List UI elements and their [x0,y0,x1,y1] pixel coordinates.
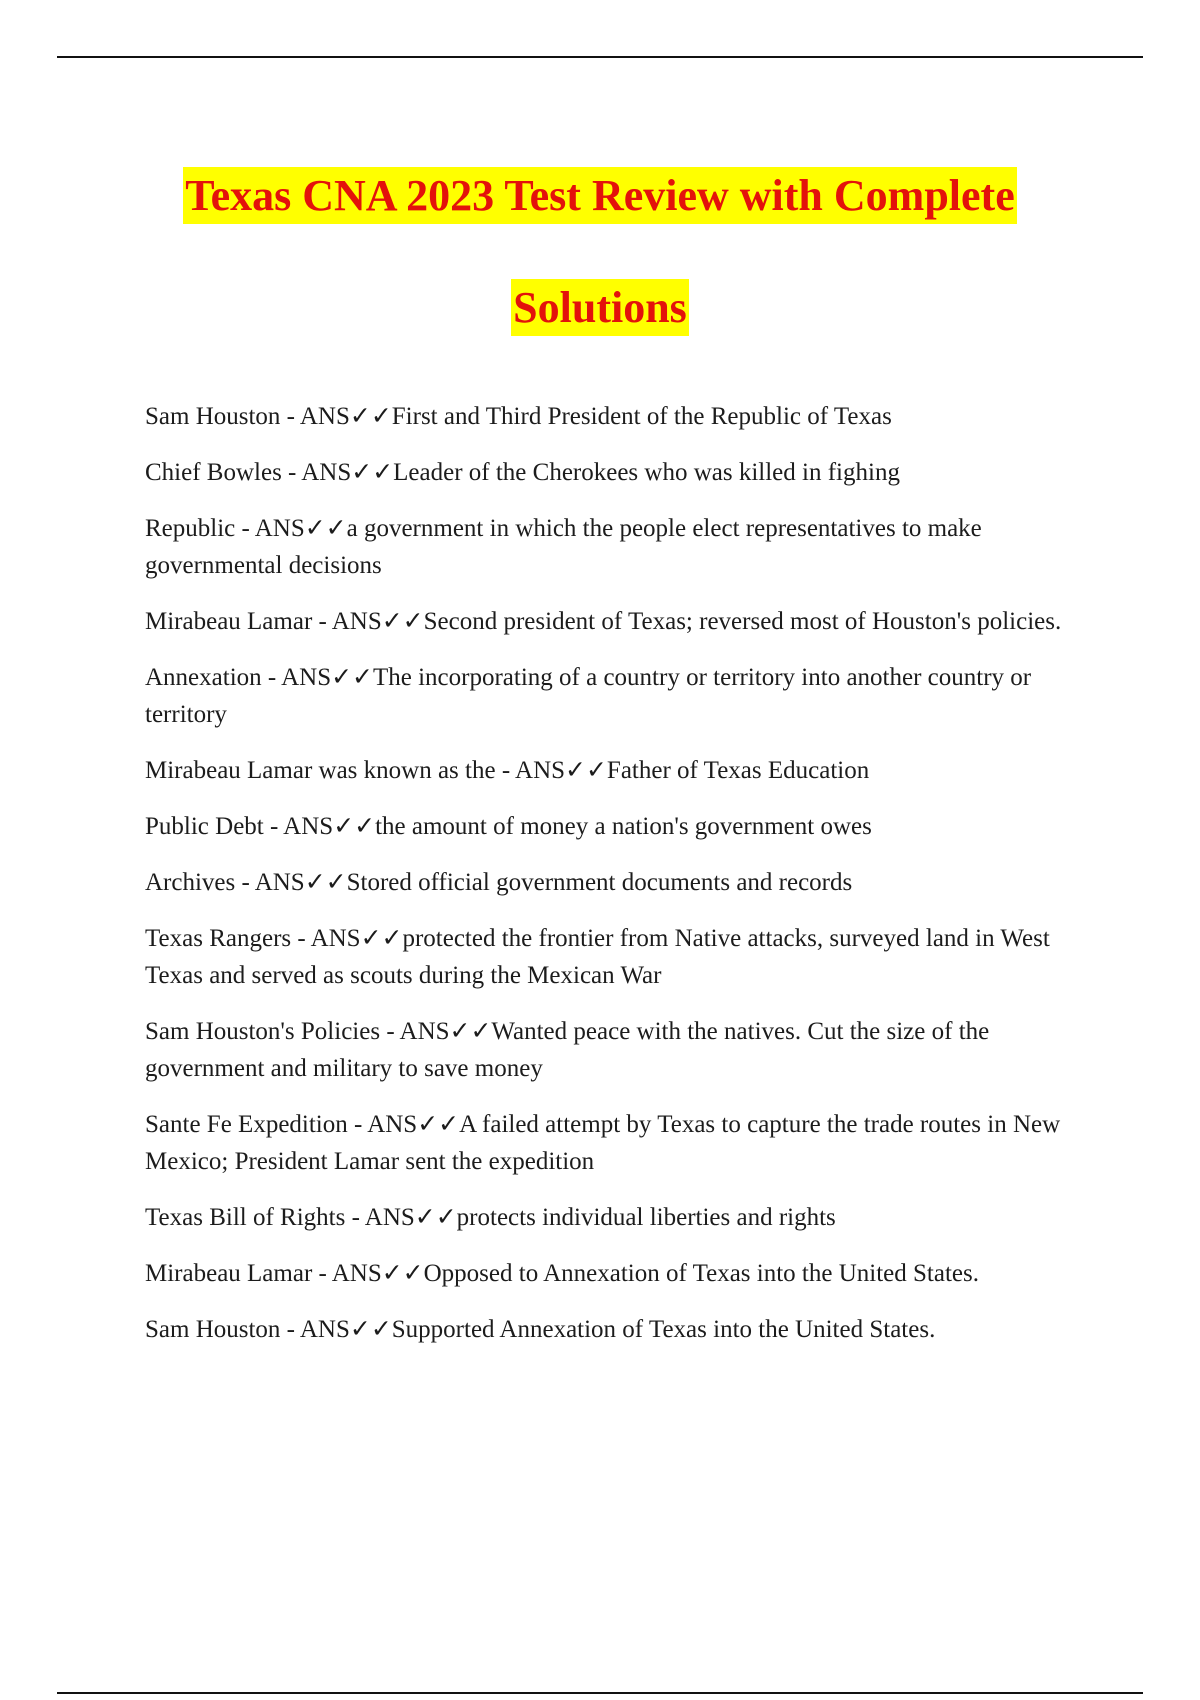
qa-item: Texas Bill of Rights - ANS✓✓protects individual liberties and rights [145,1204,836,1231]
qa-item: Sante Fe Expedition - ANS✓✓A failed attempt by Texas to capture the trade routes in New Mexico; President Lamar sent the expedition [145,1111,1061,1175]
qa-list [145,398,1105,1367]
qa-item: Sam Houston - ANS✓✓Supported Annexation of Texas into the United States. [145,1316,936,1343]
title-line-1-text: Texas CNA 2023 Test Review with Complete [183,167,1016,224]
qa-item: Sam Houston - ANS✓✓First and Third President of the Republic of Texas [145,403,892,430]
qa-item: Mirabeau Lamar - ANS✓✓Second president of Texas; reversed most of Houston's policies. [145,608,1062,635]
qa-item: Sam Houston's Policies - ANS✓✓Wanted peace with the natives. Cut the size of the government and military to save money [145,1018,990,1082]
title-line-1 [60,140,1140,252]
top-rule [57,56,1143,58]
bottom-rule [57,1692,1143,1694]
title-line-2-text: Solutions [511,279,689,336]
qa-item: Chief Bowles - ANS✓✓Leader of the Cherokees who was killed in fighing [145,459,900,486]
qa-item: Annexation - ANS✓✓The incorporating of a country or territory into another country or territory [145,664,1032,728]
qa-item: Archives - ANS✓✓Stored official government documents and records [145,869,853,896]
qa-item: Republic - ANS✓✓a government in which the people elect representatives to make governmental decisions [145,515,982,579]
qa-item: Texas Rangers - ANS✓✓protected the frontier from Native attacks, surveyed land in West Texas and served as scouts during the Mexican War [145,925,1050,989]
qa-item: Mirabeau Lamar was known as the - ANS✓✓Father of Texas Education [145,757,870,784]
qa-item: Public Debt - ANS✓✓the amount of money a nation's government owes [145,813,872,840]
document-title [60,140,1140,364]
qa-item: Mirabeau Lamar - ANS✓✓Opposed to Annexation of Texas into the United States. [145,1260,979,1287]
title-line-2 [60,252,1140,364]
